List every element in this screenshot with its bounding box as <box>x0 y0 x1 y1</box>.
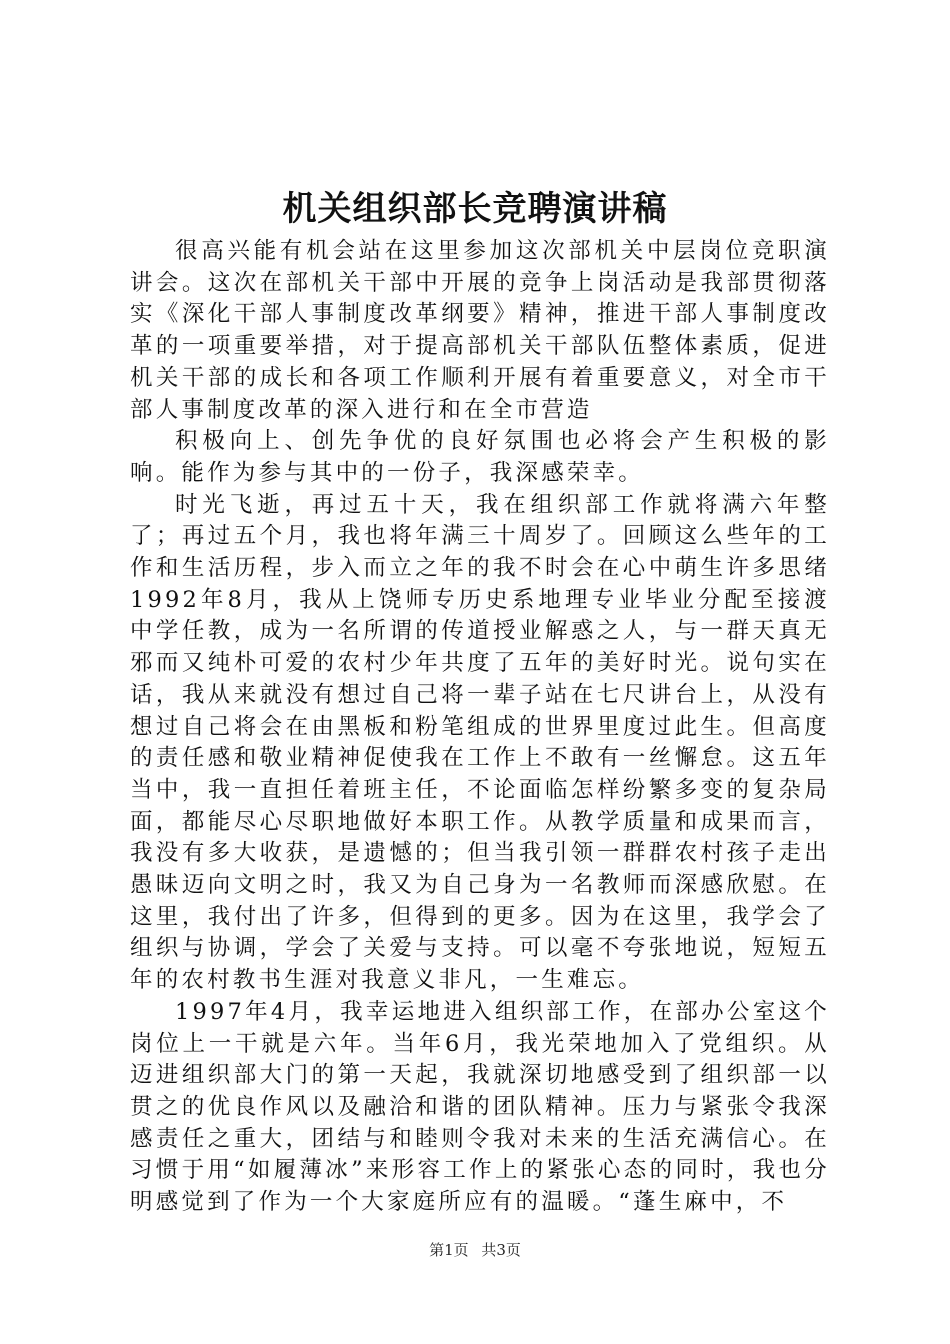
page-total: 共3页 <box>481 1241 521 1259</box>
page-footer <box>0 1240 950 1260</box>
paragraph-4: 1997年4月，我幸运地进入组织部工作，在部办公室这个岗位上一干就是六年。当年6月，我光荣地加入了党组织。从迈进组织部大门的第一天起，我就深切地感受到了组织部一以贯之的优良作风以及融洽和谐的团队精神。压力与紧张令我深感责任之重大，团结与和睦则令我对未来的生活充满信心。在习惯于用“如履薄冰”来形容工作上的紧张心态的同时，我也分明感觉到了作为一个大家庭所应有的温暖。“蓬生麻中，不 <box>130 998 830 1216</box>
paragraph-1: 很高兴能有机会站在这里参加这次部机关中层岗位竞职演讲会。这次在部机关干部中开展的竞争上岗活动是我部贯彻落实《深化干部人事制度改革纲要》精神，推进干部人事制度改革的一项重要举措，对于提高部机关干部队伍整体素质，促进机关干部的成长和各项工作顺利开展有着重要意义，对全市干部人事制度改革的深入进行和在全市营造 <box>130 238 830 423</box>
page-number: 第1页 <box>429 1241 469 1259</box>
paragraph-2: 积极向上、创先争优的良好氛围也必将会产生积极的影响。能作为参与其中的一份子，我深感荣幸。 <box>130 428 830 486</box>
paragraph-3: 时光飞逝，再过五十天，我在组织部工作就将满六年整了；再过五个月，我也将年满三十周岁了。回顾这么些年的工作和生活历程，步入而立之年的我不时会在心中萌生许多思绪1992年8月，我从上饶师专历史系地理专业毕业分配至接渡中学任教，成为一名所谓的传道授业解惑之人，与一群天真无邪而又纯朴可爱的农村少年共度了五年的美好时光。说句实在话，我从来就没有想过自己将一辈子站在七尺讲台上，从没有想过自己将会在由黑板和粉笔组成的世界里度过此生。但高度的责任感和敬业精神促使我在工作上不敢有一丝懈怠。这五年当中，我一直担任着班主任，不论面临怎样纷繁多变的复杂局面，都能尽心尽职地做好本职工作。从教学质量和成果而言，我没有多大收获，是遗憾的；但当我引领一群群农村孩子走出愚昧迈向文明之时，我又为自己身为一名教师而深感欣慰。在这里，我付出了许多，但得到的更多。因为在这里，我学会了组织与协调，学会了关爱与支持。可以毫不夸张地说，短短五年的农村教书生涯对我意义非凡，一生难忘。 <box>130 491 830 994</box>
document-title: 机关组织部长竞聘演讲稿 <box>282 189 668 229</box>
document-body <box>130 236 830 1219</box>
